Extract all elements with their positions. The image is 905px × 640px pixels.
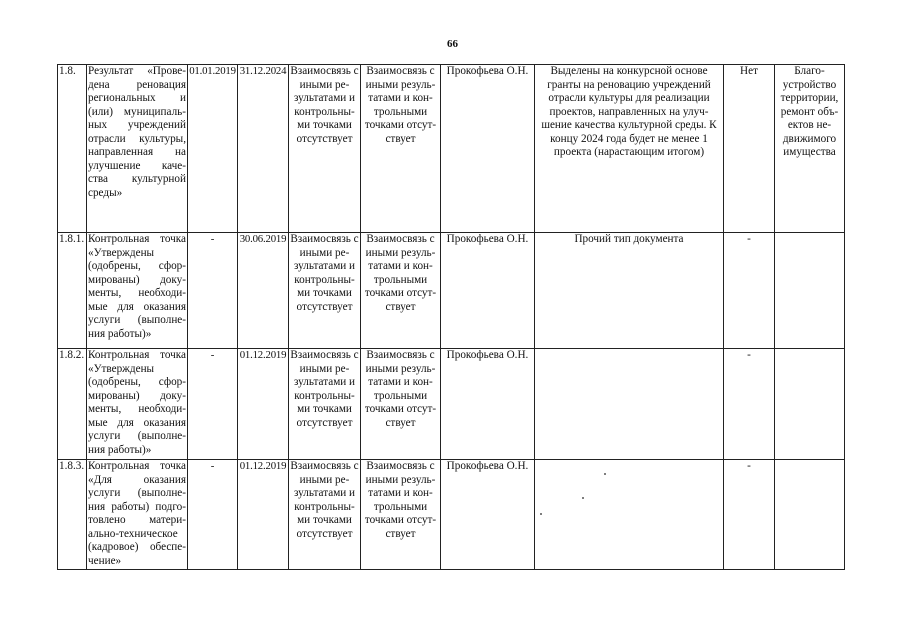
work-type [775,460,845,570]
scan-speck [540,513,542,515]
row-description: Результат «Прове-дена реновация региональных и (или) муниципаль-ных учреждений отрасли культуры, направленная на улучшение каче-ства культурной среды» [87,65,188,233]
row-number: 1.8.1. [58,233,87,349]
level-flag: - [724,349,775,460]
level-flag: - [724,460,775,570]
link-with-results: Взаимосвязь с иными ре-зультатами и контрольны-ми точками отсутствует [289,460,361,570]
result-document: Выделены на конкурсной основе гранты на реновацию учреждений отрасли культуры для реализации проектов, направленных на улуч-шение качества культурной среды. К концу 2024 года будет не менее 1 проекта (нарастающим итогом) [535,65,724,233]
table-row [58,460,845,570]
table-row [58,65,845,233]
result-document: Прочий тип документа [535,233,724,349]
start-date: - [188,349,238,460]
scan-speck [604,473,606,475]
level-flag: Нет [724,65,775,233]
end-date: 31.12.2024 [238,65,289,233]
work-type: Благо-устройство территории, ремонт объ-ектов не-движимого имущества [775,65,845,233]
link-with-results: Взаимосвязь с иными ре-зультатами и контрольны-ми точками отсутствует [289,233,361,349]
end-date: 01.12.2019 [238,460,289,570]
link-with-points: Взаимосвязь с иными резуль-татами и кон-трольными точками отсут-ствует [361,65,441,233]
project-plan-table [57,64,845,570]
end-date: 30.06.2019 [238,233,289,349]
result-document [535,460,724,570]
responsible-person: Прокофьева О.Н. [441,65,535,233]
start-date: - [188,460,238,570]
row-number: 1.8. [58,65,87,233]
responsible-person: Прокофьева О.Н. [441,349,535,460]
table-row [58,233,845,349]
scan-speck [582,497,584,499]
row-description: Контрольная точка «Для оказания услуги (выполне-ния работы) подго-товлено матери-ально-техническое (кадровое) обеспе-чение» [87,460,188,570]
link-with-points: Взаимосвязь с иными резуль-татами и кон-трольными точками отсут-ствует [361,233,441,349]
result-document [535,349,724,460]
table-row [58,349,845,460]
row-number: 1.8.2. [58,349,87,460]
level-flag: - [724,233,775,349]
row-number: 1.8.3. [58,460,87,570]
page-number: 66 [447,38,458,50]
link-with-points: Взаимосвязь с иными резуль-татами и кон-трольными точками отсут-ствует [361,349,441,460]
work-type [775,349,845,460]
work-type [775,233,845,349]
link-with-points: Взаимосвязь с иными резуль-татами и кон-трольными точками отсут-ствует [361,460,441,570]
responsible-person: Прокофьева О.Н. [441,460,535,570]
row-description: Контрольная точка «Утверждены (одобрены, сфор-мированы) доку-менты, необходи-мые для оказания услуги (выполне-ния работы)» [87,233,188,349]
row-description: Контрольная точка «Утверждены (одобрены, сфор-мированы) доку-менты, необходи-мые для оказания услуги (выполне-ния работы)» [87,349,188,460]
end-date: 01.12.2019 [238,349,289,460]
link-with-results: Взаимосвязь с иными ре-зультатами и контрольны-ми точками отсутствует [289,65,361,233]
responsible-person: Прокофьева О.Н. [441,233,535,349]
link-with-results: Взаимосвязь с иными ре-зультатами и контрольны-ми точками отсутствует [289,349,361,460]
start-date: - [188,233,238,349]
start-date: 01.01.2019 [188,65,238,233]
